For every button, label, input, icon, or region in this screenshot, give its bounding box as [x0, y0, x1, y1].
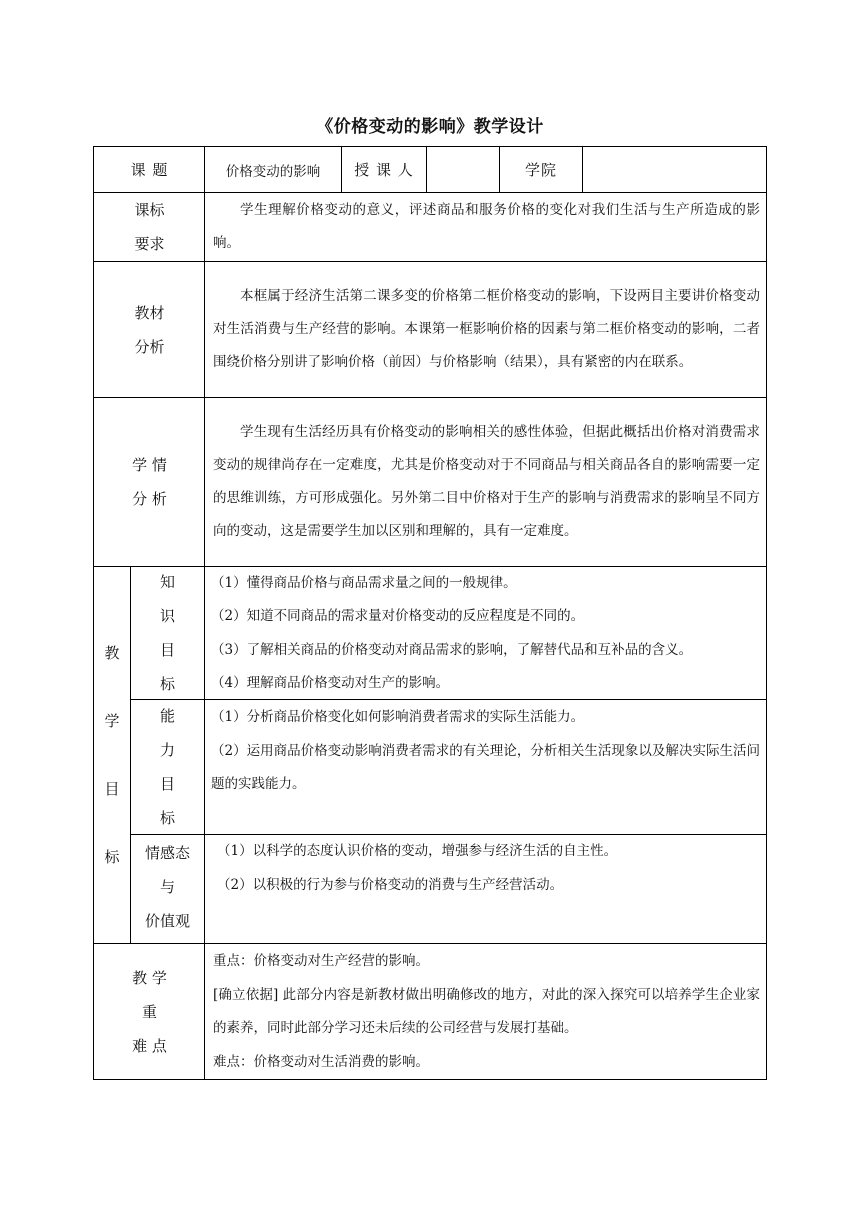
knowledge-item: （1）懂得商品价格与商品需求量之间的一般规律。	[211, 574, 517, 591]
ability-label: 能 力 目 标	[159, 706, 175, 827]
emotion-label: 情感态 与 价值观	[144, 844, 190, 930]
teacher-value	[427, 147, 499, 192]
emotion-section	[131, 834, 766, 943]
topic-label: 课 题	[130, 160, 169, 179]
keypoints-row	[93, 943, 767, 1080]
textbook-row	[93, 261, 767, 398]
header-row	[93, 146, 767, 193]
textbook-text: 本框属于经济生活第二课多变的价格第二框价格变动的影响，下设两目主要讲价格变动对生活消费与生产经营的影响。本课第一框影响价格的因素与第二框价格变动的影响，二者围绕价格分别讲了影响价格（前因）与价格影响（结果），具有紧密的内在联系。	[213, 288, 760, 370]
key-point: 重点：价格变动对生产经营的影响。	[213, 953, 429, 969]
objectives-row	[93, 566, 767, 944]
ability-item: （2）运用商品价格变动影响消费者需求的有关理论，分析相关生活现象以及解决实际生活问题的实践能力。	[211, 742, 760, 792]
curriculum-label: 课标 要求	[134, 201, 165, 253]
knowledge-section	[131, 567, 766, 700]
textbook-label: 教材 分析	[134, 303, 165, 356]
document-title: 《价格变动的影响》教学设计	[316, 117, 544, 137]
difficult-point: 难点：价格变动对生活消费的影响。	[213, 1053, 429, 1070]
learner-text: 学生现有生活经历具有价格变动的影响相关的感性体验，但据此概括出价格对消费需求变动的规律尚存在一定难度，尤其是价格变动对于不同商品与相关商品各自的影响需要一定的思维训练，方可形成强化。另外第二目中价格对于生产的影响与消费需求的影响呈不同方向的变动，这是需要学生加以区别和理解的，具有一定难度。	[213, 424, 760, 539]
emotion-item: （1）以科学的态度认识价格的变动，增强参与经济生活的自主性。	[217, 843, 618, 859]
curriculum-row	[93, 192, 767, 262]
knowledge-label: 知 识 目 标	[159, 573, 175, 693]
objectives-label: 教 学 目 标	[104, 644, 120, 866]
keypoints-label: 教 学 重 难 点	[132, 968, 167, 1055]
lesson-plan-table	[93, 146, 767, 1080]
topic-value: 价格变动的影响	[225, 163, 321, 180]
knowledge-item: （4）理解商品价格变动对生产的影响。	[211, 675, 450, 691]
knowledge-item: （3）了解相关商品的价格变动对商品需求的影响，了解替代品和互补品的含义。	[211, 641, 693, 658]
ability-section	[131, 699, 766, 835]
knowledge-item: （2）知道不同商品的需求量对价格变动的反应程度是不同的。	[211, 608, 585, 624]
ability-item: （1）分析商品价格变化如何影响消费者需求的实际生活能力。	[211, 709, 585, 725]
college-value	[583, 147, 766, 192]
teacher-label: 授 课 人	[354, 160, 414, 179]
emotion-item: （2）以积极的行为参与价格变动的消费与生产经营活动。	[217, 876, 564, 893]
learner-label: 学 情 分 析	[132, 456, 167, 508]
college-label: 学院	[524, 160, 557, 179]
learner-row	[93, 397, 767, 567]
curriculum-text: 学生理解价格变动的意义，评述商品和服务价格的变化对我们生活与生产所造成的影响。	[213, 202, 760, 251]
key-point-basis: [确立依据] 此部分内容是新教材做出明确修改的地方，对此的深入探究可以培养学生企业家的素养，同时此部分学习还未后续的公司经营与发展打基础。	[213, 986, 760, 1036]
